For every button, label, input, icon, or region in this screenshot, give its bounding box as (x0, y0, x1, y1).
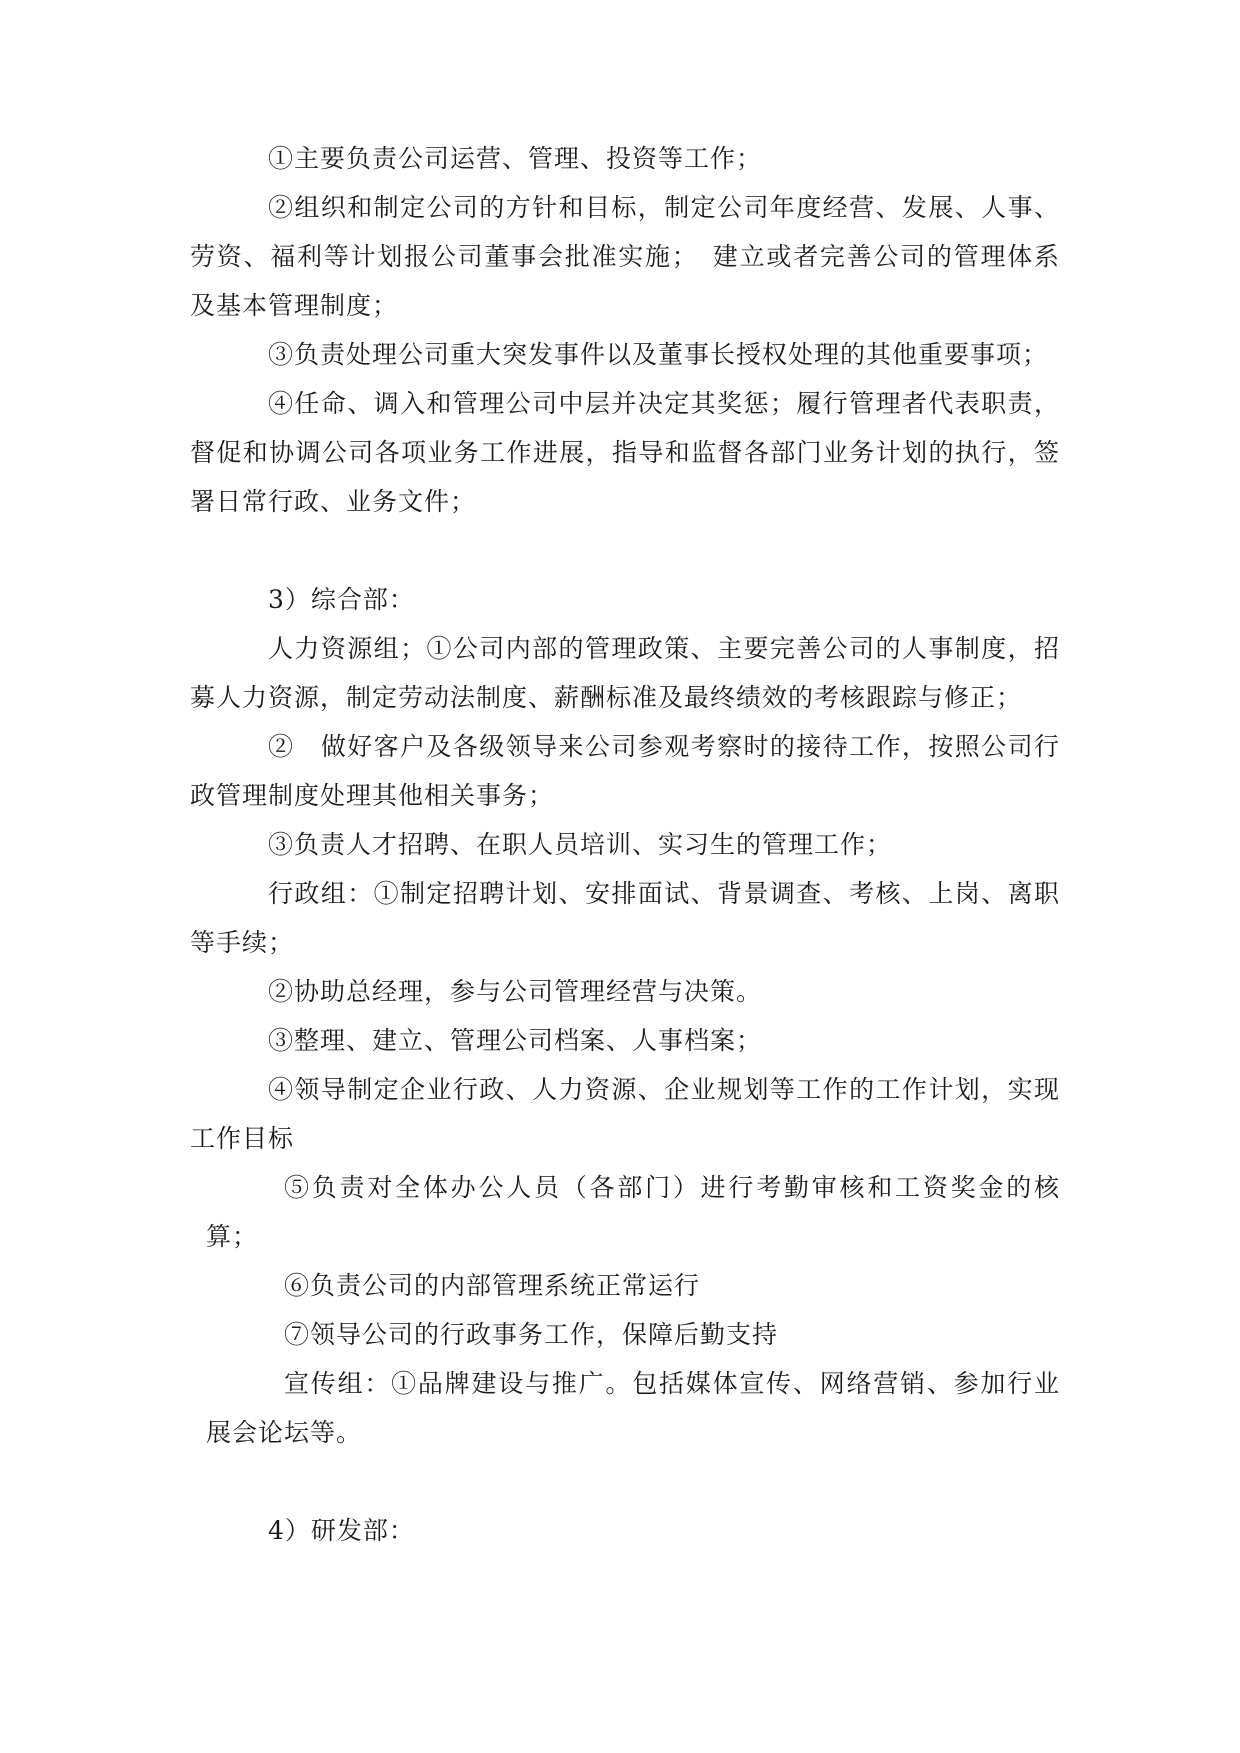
hr-duty-2: ② 做好客户及各级领导来公司参观考察时的接待工作，按照公司行政管理制度处理其他相关事务； (190, 732, 1060, 810)
gm-duty-1: ①主要负责公司运营、管理、投资等工作； (268, 144, 763, 173)
document-body (190, 134, 1060, 1555)
publicity-duty-1: 宣传组：①品牌建设与推广。包括媒体宣传、网络营销、参加行业展会论坛等。 (206, 1369, 1060, 1447)
admin-duty-6: ⑥负责公司的内部管理系统正常运行 (284, 1271, 701, 1300)
section-spacer (190, 1457, 1060, 1506)
gm-duty-4: ④任命、调入和管理公司中层并决定其奖惩；履行管理者代表职责，督促和协调公司各项业务工作进展，指导和监督各部门业务计划的执行，签署日常行政、业务文件； (190, 389, 1060, 516)
section-heading-general: 3）综合部： (268, 585, 415, 614)
admin-duty-5: ⑤负责对全体办公人员（各部门）进行考勤审核和工资奖金的核算； (206, 1173, 1060, 1251)
hr-duty-3: ③负责人才招聘、在职人员培训、实习生的管理工作； (268, 830, 893, 859)
admin-duty-3: ③整理、建立、管理公司档案、人事档案； (268, 1026, 763, 1055)
section-spacer (190, 526, 1060, 575)
section-heading-rd: 4）研发部： (268, 1516, 415, 1545)
admin-duty-7: ⑦领导公司的行政事务工作，保障后勤支持 (284, 1320, 779, 1349)
gm-duty-3: ③负责处理公司重大突发事件以及董事长授权处理的其他重要事项； (268, 340, 1049, 369)
admin-duty-4: ④领导制定企业行政、人力资源、企业规划等工作的工作计划，实现工作目标 (190, 1075, 1060, 1153)
admin-duty-1: 行政组：①制定招聘计划、安排面试、背景调查、考核、上岗、离职等手续； (190, 879, 1060, 957)
admin-duty-2: ②协助总经理，参与公司管理经营与决策。 (268, 977, 763, 1006)
hr-duty-1: 人力资源组；①公司内部的管理政策、主要完善公司的人事制度，招募人力资源，制定劳动法制度、薪酬标准及最终绩效的考核跟踪与修正； (190, 634, 1060, 712)
gm-duty-2: ②组织和制定公司的方针和目标，制定公司年度经营、发展、人事、劳资、福利等计划报公司董事会批准实施； 建立或者完善公司的管理体系及基本管理制度； (190, 193, 1060, 320)
